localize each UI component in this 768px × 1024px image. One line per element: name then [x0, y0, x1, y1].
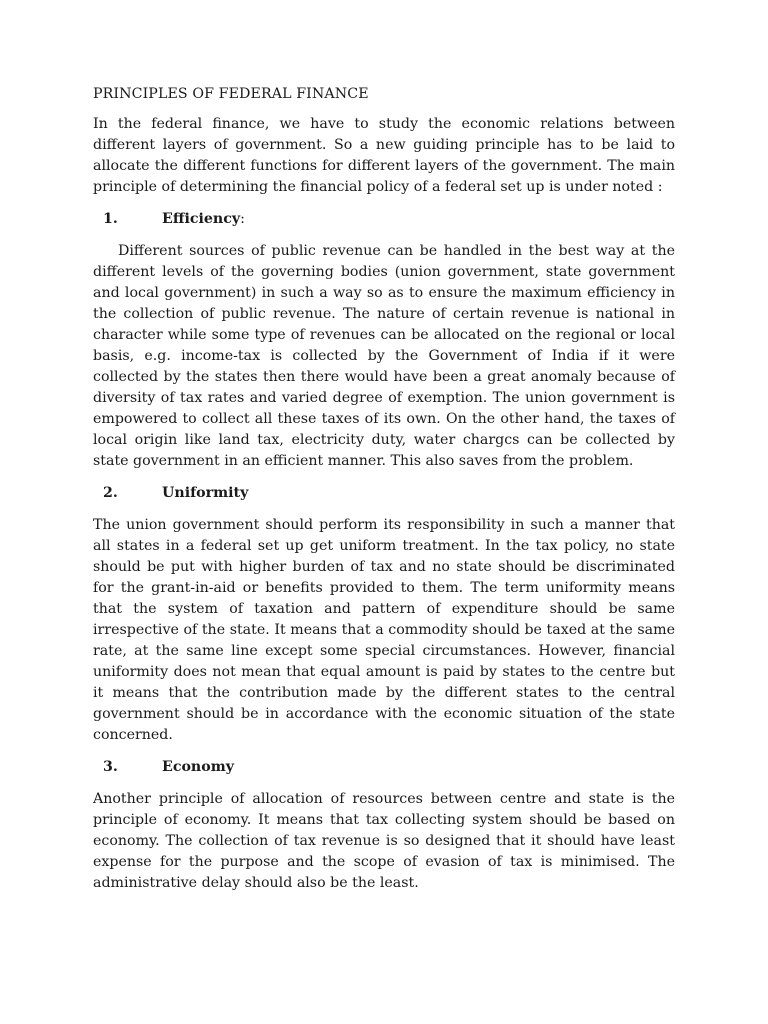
section-body-uniformity: The union government should perform its responsibility in such a manner that all states in a federal set up get uniform treatment. In the tax policy, no state should be put with higher burden of tax and no state should be discriminated for the grant-in-aid or benefits provided to them. The term uniformity means that the system of taxation and pattern of expenditure should be same irrespective of the state. It means that a commodity should be taxed at the same rate, at the same line except some special circumstances. However, financial uniformity does not mean that equal amount is paid by states to the centre but it means that the contribution made by the different states to the central government should be in accordance with the economic situation of the state concerned. [93, 517, 675, 743]
section-body-efficiency: Different sources of public revenue can be handled in the best way at the different levels of the governing bodies (union government, state government and local government) in such a way so as to ensure the maximum efficiency in the collection of public revenue. The nature of certain revenue is national in character while some type of revenues can be allocated on the regional or local basis, e.g. income-tax is collected by the Government of India if it were collected by the states then there would have been a great anomaly because of diversity of tax rates and varied degree of exemption. The union government is empowered to collect all these taxes of its own. On the other hand, the taxes of local origin like land tax, electricity duty, water chargcs can be collected by state government in an efficient manner. This also saves from the problem. [93, 243, 675, 469]
section-number: 3. [103, 759, 118, 775]
section-heading-efficiency [103, 209, 675, 230]
section-title: Economy [162, 759, 234, 775]
section-heading-economy [103, 757, 675, 778]
section-number: 1. [103, 211, 118, 227]
section-number: 2. [103, 485, 118, 501]
section-title: Efficiency [162, 211, 241, 227]
document-title: PRINCIPLES OF FEDERAL FINANCE [93, 86, 369, 102]
section-body-economy: Another principle of allocation of resources between centre and state is the principle of economy. It means that tax collecting system should be based on economy. The collection of tax revenue is so designed that it should have least expense for the purpose and the scope of evasion of tax is minimised. The administrative delay should also be the least. [93, 791, 675, 891]
section-title-colon: : [240, 211, 245, 227]
section-title: Uniformity [162, 485, 249, 501]
intro-paragraph: In the federal finance, we have to study the economic relations between different layers of government. So a new guiding principle has to be laid to allocate the different functions for different layers of the government. The main principle of determining the financial policy of a federal set up is under noted : [93, 116, 675, 195]
section-heading-uniformity [103, 483, 675, 504]
document-page [93, 84, 675, 905]
